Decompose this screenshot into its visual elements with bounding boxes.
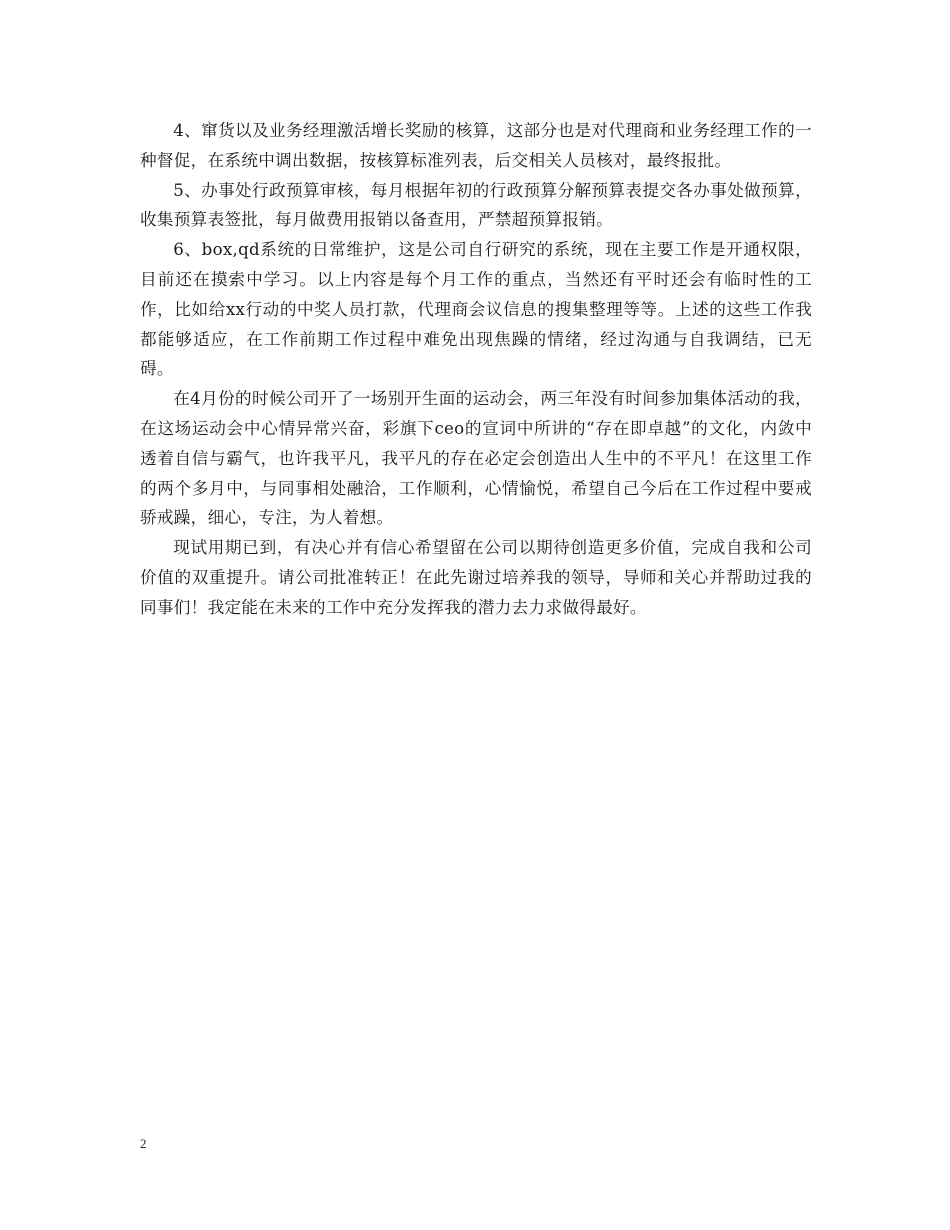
paragraph-item-4: 4、窜货以及业务经理激活增长奖励的核算，这部分也是对代理商和业务经理工作的一种督促，在系统中调出数据，按核算标准列表，后交相关人员核对，最终报批。 <box>140 121 812 170</box>
paragraph-conclusion: 现试用期已到，有决心并有信心希望留在公司以期待创造更多价值，完成自我和公司价值的双重提升。请公司批准转正！在此先谢过培养我的领导，导师和关心并帮助过我的同事们！我定能在未来的工作中充分发挥我的潜力去力求做得最好。 <box>140 538 812 617</box>
paragraph-item-5: 5、办事处行政预算审核，每月根据年初的行政预算分解预算表提交各办事处做预算，收集预算表签批，每月做费用报销以备查用，严禁超预算报销。 <box>140 180 812 230</box>
paragraph-item-6: 6、box,qd系统的日常维护，这是公司自行研究的系统，现在主要工作是开通权限，目前还在摸索中学习。以上内容是每个月工作的重点，当然还有平时还会有临时性的工作，比如给xx行动的中奖人员打款，代理商会议信息的搜集整理等等。上述的这些工作我都能够适应，在工作前期工作过程中难免出现焦躁的情绪，经过沟通与自我调结，已无碍。 <box>140 240 812 379</box>
paragraph-sports-meeting: 在4月份的时候公司开了一场别开生面的运动会，两三年没有时间参加集体活动的我，在这场运动会中心情异常兴奋，彩旗下ceo的宣词中所讲的“存在即卓越”的文化，内敛中透着自信与霸气，也许我平凡，我平凡的存在必定会创造出人生中的不平凡！在这里工作的两个多月中，与同事相处融洽，工作顺利，心情愉悦，希望自己今后在工作过程中要戒骄戒躁，细心，专注，为人着想。 <box>140 389 812 528</box>
document-body <box>140 116 812 623</box>
page-number: 2 <box>140 1136 147 1151</box>
